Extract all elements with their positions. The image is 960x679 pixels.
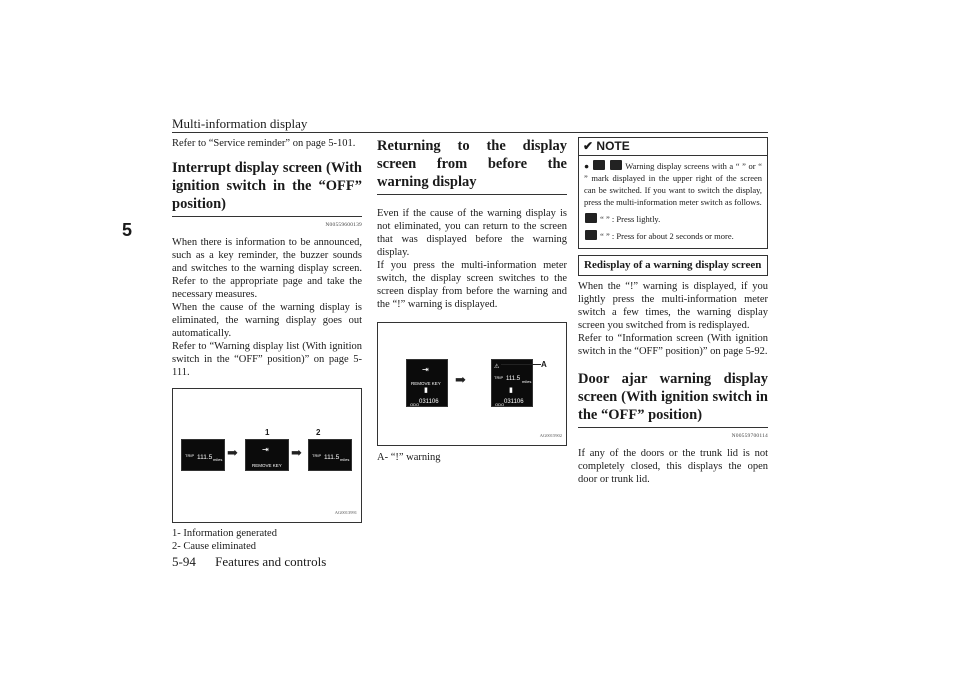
note-text: “ ” : Press lightly.: [600, 214, 661, 224]
display-switch-long-icon: [585, 230, 597, 240]
heading-text: Interrupt display screen (With ignition switch in the “OFF” position): [172, 160, 362, 212]
paragraph: When the “!” warning is displayed, if you lightly press the multi-information meter switch a few times, the warning display screen you switched from is redisplayed.: [578, 281, 768, 331]
figure-caption: A- “!” warning: [377, 452, 441, 463]
arrow-icon: ➡: [455, 372, 466, 387]
section-name: Features and controls: [215, 554, 327, 569]
display-switch-icon: [585, 213, 597, 223]
figure-caption: 2- Cause eliminated: [172, 541, 256, 552]
heading-text: Returning to the display screen from before the warning display: [377, 138, 567, 190]
figure-code: AG0015902: [539, 433, 562, 438]
figure-code: AG0013991: [334, 510, 357, 515]
display-switch-icon: [593, 160, 605, 170]
column-1: [172, 137, 362, 553]
arrow-icon: ➡: [291, 445, 302, 460]
paragraph: Even if the cause of the warning display is not eliminated, you can return to the screen that was displayed before the warning display.: [377, 208, 567, 258]
trip-value: 111.5: [506, 376, 521, 382]
paragraph: If you press the multi-information meter switch, the display screen switches to the screen display from before the warning and the “!” warning is displayed.: [377, 260, 567, 310]
column-2: [377, 137, 567, 464]
section-code: N00559700114: [731, 433, 768, 439]
page-footer: [172, 554, 342, 570]
door-icon: ▮: [424, 387, 428, 394]
check-icon: ✔: [583, 139, 594, 153]
figure-interrupt-display: [172, 388, 362, 523]
callout-1: 1: [265, 428, 270, 437]
screen-trip-restored: TRIP 111.5 miles: [308, 439, 352, 471]
bullet-icon: ●: [584, 161, 590, 171]
odometer-value: 031106: [504, 399, 524, 405]
paragraph: Refer to “Information screen (With ignition switch in the “OFF” position)” on page 5-92.: [578, 333, 768, 357]
note-title: NOTE: [596, 139, 630, 153]
callout-a: A: [541, 360, 547, 369]
paragraph: If any of the doors or the trunk lid is not completely closed, this displays the open door or trunk lid.: [578, 448, 768, 485]
subheading-redisplay: Redisplay of a warning display screen: [578, 255, 768, 276]
display-switch-long-icon: [610, 160, 622, 170]
note-item: [584, 160, 762, 208]
odometer-value: 031106: [419, 399, 439, 405]
screen-trip-warning: ⚠ TRIP 111.5 miles ▮ ODO 031106: [491, 359, 533, 407]
trip-value: 111.5: [197, 454, 213, 461]
section-code: N00559600139: [325, 222, 362, 228]
section-heading-door-ajar: [578, 370, 768, 428]
key-icon: ⇥: [262, 445, 269, 454]
key-icon: ⇥: [422, 365, 429, 374]
screen-trip: TRIP 111.5 miles: [181, 439, 225, 471]
screen-remove-key: ⇥ REMOVE KEY ▮ ODO 031106: [406, 359, 448, 407]
callout-leader-line: [501, 364, 541, 365]
chapter-tab: 5: [122, 220, 133, 240]
paragraph: When the cause of the warning display is eliminated, the warning display goes out automatically.: [172, 302, 362, 339]
note-item: [584, 230, 762, 242]
header-rule: [172, 132, 768, 133]
note-box: [578, 137, 768, 249]
figure-caption: 1- Information generated: [172, 528, 277, 539]
note-item: [584, 213, 762, 225]
figure-return-display: [377, 322, 567, 446]
trip-value: 111.5: [324, 454, 340, 461]
page-header-title: Multi-information display: [172, 116, 308, 131]
note-text: Warning display screens with a “ ” or “ ” mark displayed in the upper right of the screen can be switched. If you want to switch the display, press the multi-information meter switch as follows.: [584, 161, 762, 207]
section-heading-returning: [377, 137, 567, 195]
section-heading-interrupt: [172, 159, 362, 217]
door-icon: ▮: [509, 387, 513, 394]
note-text: “ ” : Press for about 2 seconds or more.: [600, 231, 734, 241]
screen-remove-key: ⇥ REMOVE KEY: [245, 439, 289, 471]
arrow-icon: ➡: [227, 445, 238, 460]
heading-text: Door ajar warning display screen (With ignition switch in the “OFF” position): [578, 371, 768, 423]
warning-icon: ⚠: [494, 364, 500, 370]
intro-text: Refer to “Service reminder” on page 5-101.: [172, 138, 356, 149]
page-number: 5-94: [172, 554, 196, 569]
paragraph: When there is information to be announced, such as a key reminder, the buzzer sounds and switches to the warning display screen. Refer to the appropriate page and take the necessary measures.: [172, 237, 362, 300]
paragraph: Refer to “Warning display list (With ignition switch in the “OFF” position)” on page 5-111.: [172, 341, 362, 378]
note-body: [579, 156, 767, 248]
column-3: [578, 137, 768, 486]
note-header: [579, 138, 767, 156]
callout-2: 2: [316, 428, 321, 437]
